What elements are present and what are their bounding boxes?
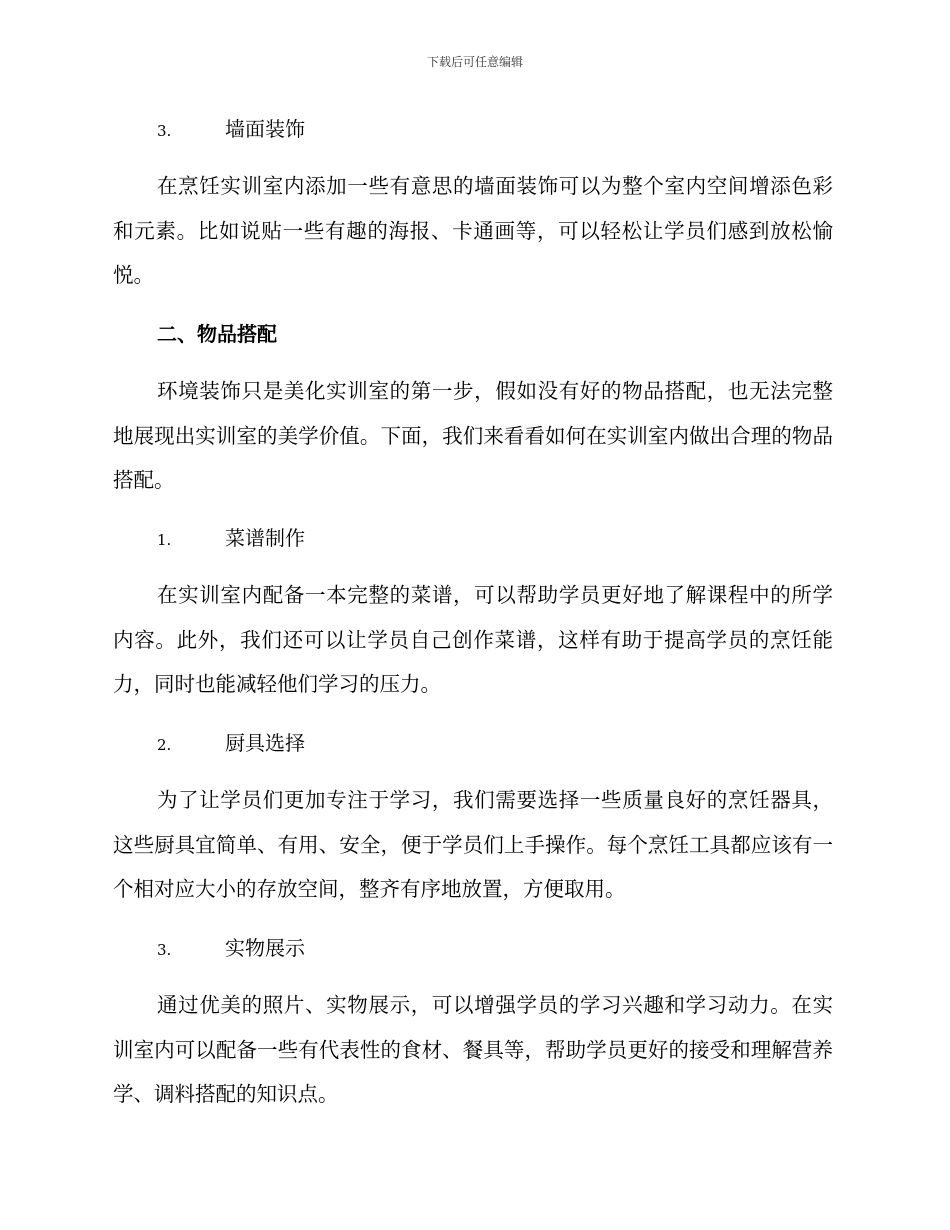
paragraph-menu: 在实训室内配备一本完整的菜谱，可以帮助学员更好地了解课程中的所学内容。此外，我们还可以让学员自己创作菜谱，这样有助于提高学员的烹饪能力，同时也能减轻他们学习的压力。: [113, 583, 833, 696]
item-title: 菜谱制作: [225, 526, 305, 550]
item-number: 1.: [157, 531, 172, 549]
paragraph-wall-decoration: 在烹饪实训室内添加一些有意思的墙面装饰可以为整个室内空间增添色彩和元素。比如说贴一些有趣的海报、卡通画等，可以轻松让学员们感到放松愉悦。: [113, 174, 833, 287]
item-heading-menu: [157, 524, 305, 552]
item-title: 实物展示: [225, 936, 305, 960]
item-heading-wall-decoration: [157, 115, 305, 143]
item-title: 墙面装饰: [225, 117, 305, 141]
item-number: 3.: [157, 941, 172, 959]
item-heading-kitchenware: [157, 729, 305, 757]
item-number: 2.: [157, 736, 172, 754]
paragraph-display: 通过优美的照片、实物展示，可以增强学员的学习兴趣和学习动力。在实训室内可以配备一些有代表性的食材、餐具等，帮助学员更好的接受和理解营养学、调料搭配的知识点。: [113, 993, 833, 1106]
page-header: 下载后可任意编辑: [426, 55, 523, 69]
section-heading-item-matching: 二、物品搭配: [157, 322, 277, 346]
paragraph-item-matching: 环境装饰只是美化实训室的第一步，假如没有好的物品搭配，也无法完整地展现出实训室的美学价值。下面，我们来看看如何在实训室内做出合理的物品搭配。: [113, 379, 833, 492]
item-title: 厨具选择: [225, 731, 305, 755]
item-number: 3.: [157, 122, 172, 140]
item-heading-display: [157, 934, 305, 962]
paragraph-kitchenware: 为了让学员们更加专注于学习，我们需要选择一些质量良好的烹饪器具，这些厨具宜简单、有用、安全，便于学员们上手操作。每个烹饪工具都应该有一个相对应大小的存放空间，整齐有序地放置，方便取用。: [113, 788, 833, 901]
